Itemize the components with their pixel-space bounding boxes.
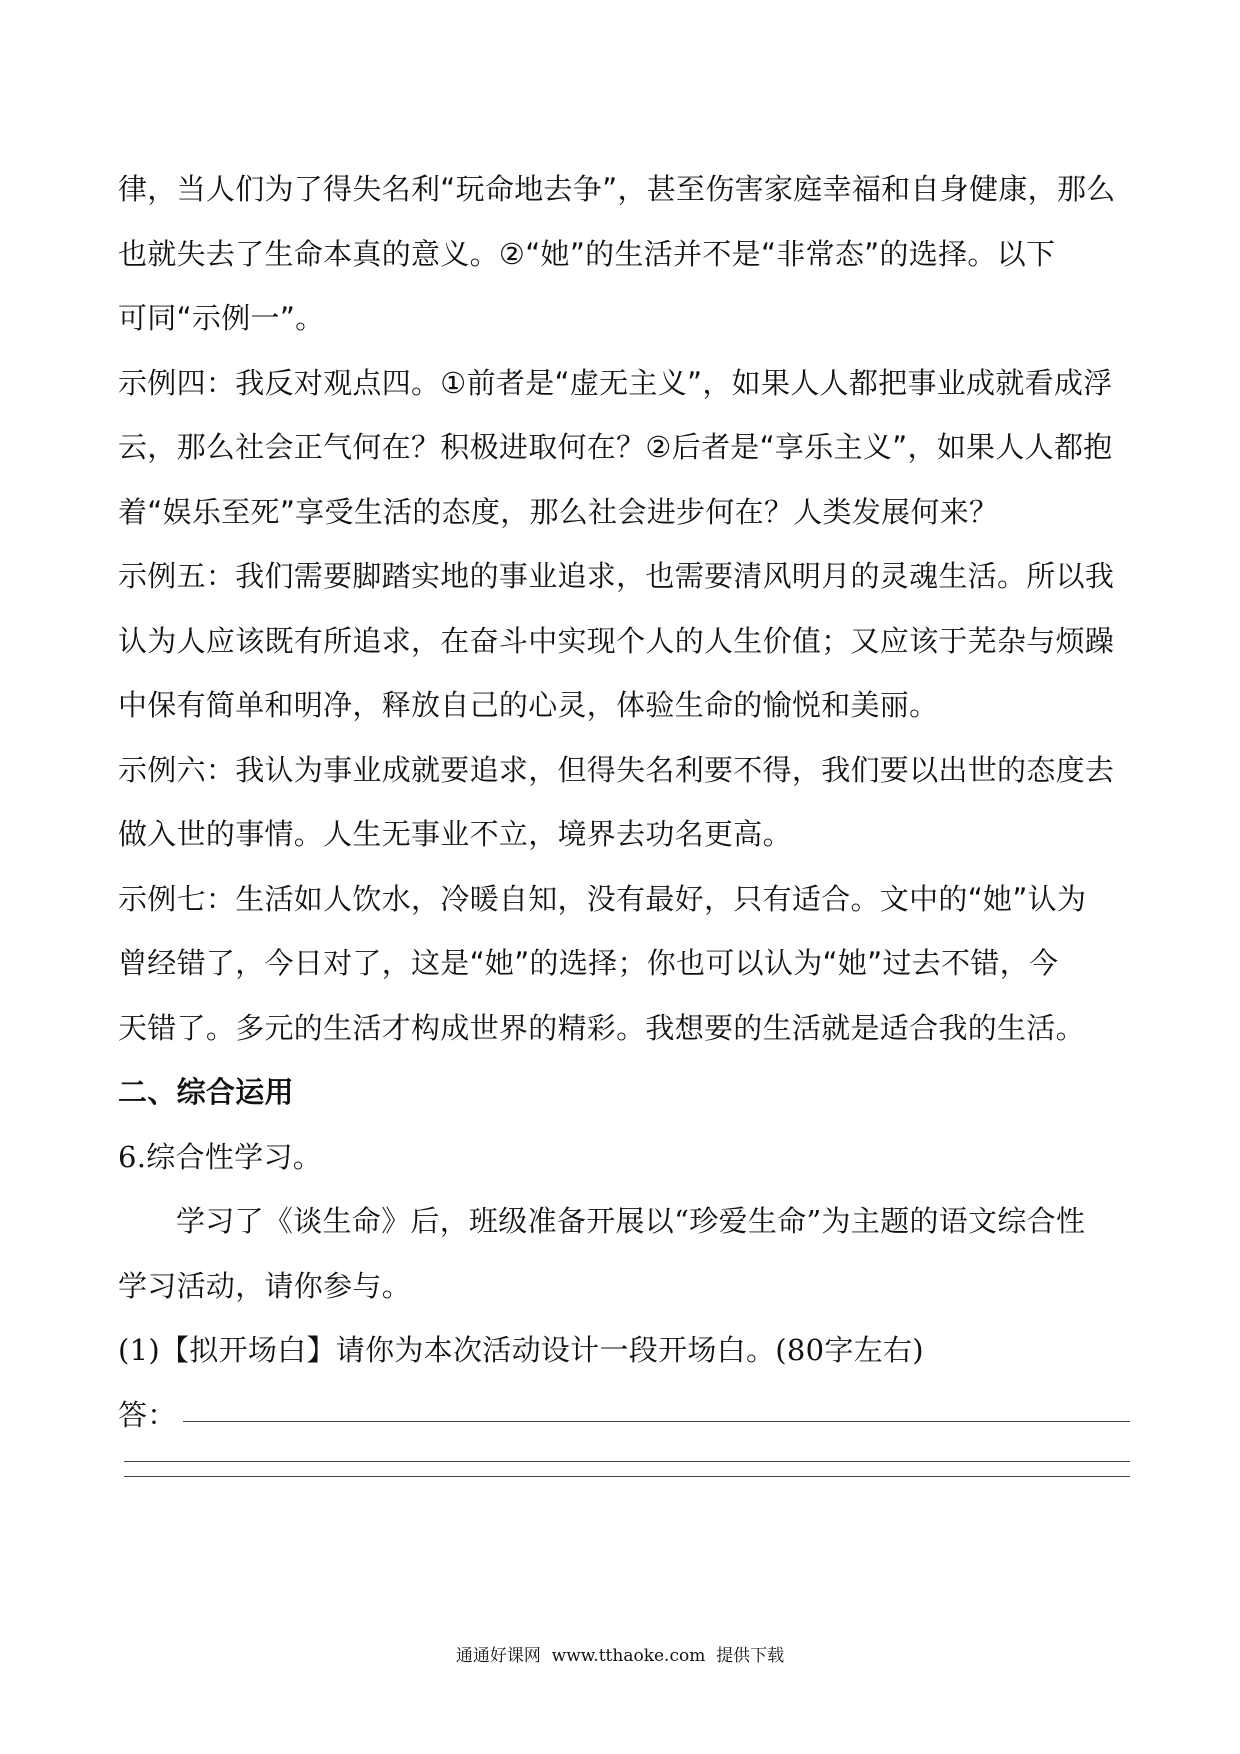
example-seven-line: 天错了。多元的生活才构成世界的精彩。我想要的生活就是适合我的生活。 bbox=[118, 1010, 1085, 1045]
example-four-line: 示例四：我反对观点四。①前者是“虚无主义”，如果人人都把事业成就看成浮 bbox=[118, 365, 1113, 400]
question-title: 6.综合性学习。 bbox=[118, 1139, 323, 1174]
example-five-line: 认为人应该既有所追求，在奋斗中实现个人的人生价值；又应该于芜杂与烦躁 bbox=[118, 623, 1115, 658]
answer-label: 答： bbox=[118, 1397, 177, 1432]
example-six-line: 示例六：我认为事业成就要追求，但得失名利要不得，我们要以出世的态度去 bbox=[118, 752, 1115, 787]
answer-line[interactable] bbox=[118, 1447, 1130, 1462]
answer-text-line: 律，当人们为了得失名利“玩命地去争”，甚至伤害家庭幸福和自身健康，那么 bbox=[118, 172, 1116, 206]
page-footer: 通通好课网 www.tthaoke.com 提供下载 bbox=[455, 1646, 785, 1666]
answer-line[interactable] bbox=[118, 1462, 1130, 1477]
example-five-line: 中保有简单和明净，释放自己的心灵，体验生命的愉悦和美丽。 bbox=[118, 688, 939, 722]
sub-question: (1)【拟开场白】请你为本次活动设计一段开场白。(80字左右) bbox=[118, 1333, 924, 1367]
section-heading: 二、综合运用 bbox=[118, 1075, 294, 1109]
example-seven-line: 曾经错了，今日对了，这是“她”的选择；你也可以认为“她”过去不错，今 bbox=[118, 946, 1059, 980]
page-content bbox=[118, 157, 1130, 1477]
answer-underline bbox=[124, 1476, 1130, 1477]
answer-underline bbox=[124, 1461, 1130, 1462]
example-four-line: 云，那么社会正气何在？积极进取何在？②后者是“享乐主义”，如果人人都抱 bbox=[118, 430, 1113, 464]
answer-text-line: 可同“示例一”。 bbox=[118, 301, 325, 335]
question-intro-line: 学习了《谈生命》后，班级准备开展以“珍爱生命”为主题的语文综合性 bbox=[176, 1204, 1086, 1238]
answer-line[interactable] bbox=[118, 1383, 1130, 1448]
example-five-line: 示例五：我们需要脚踏实地的事业追求，也需要清风明月的灵魂生活。所以我 bbox=[118, 559, 1115, 593]
answer-text-line: 也就失去了生命本真的意义。②“她”的生活并不是“非常态”的选择。以下 bbox=[118, 236, 1056, 271]
example-four-line: 着“娱乐至死”享受生活的态度，那么社会进步何在？人类发展何来？ bbox=[118, 494, 999, 529]
example-seven-line: 示例七：生活如人饮水，冷暖自知，没有最好，只有适合。文中的“她”认为 bbox=[118, 881, 1087, 916]
example-six-line: 做入世的事情。人生无事业不立，境界去功名更高。 bbox=[118, 817, 792, 851]
question-intro-line: 学习活动，请你参与。 bbox=[118, 1268, 412, 1303]
answer-underline bbox=[183, 1421, 1130, 1422]
